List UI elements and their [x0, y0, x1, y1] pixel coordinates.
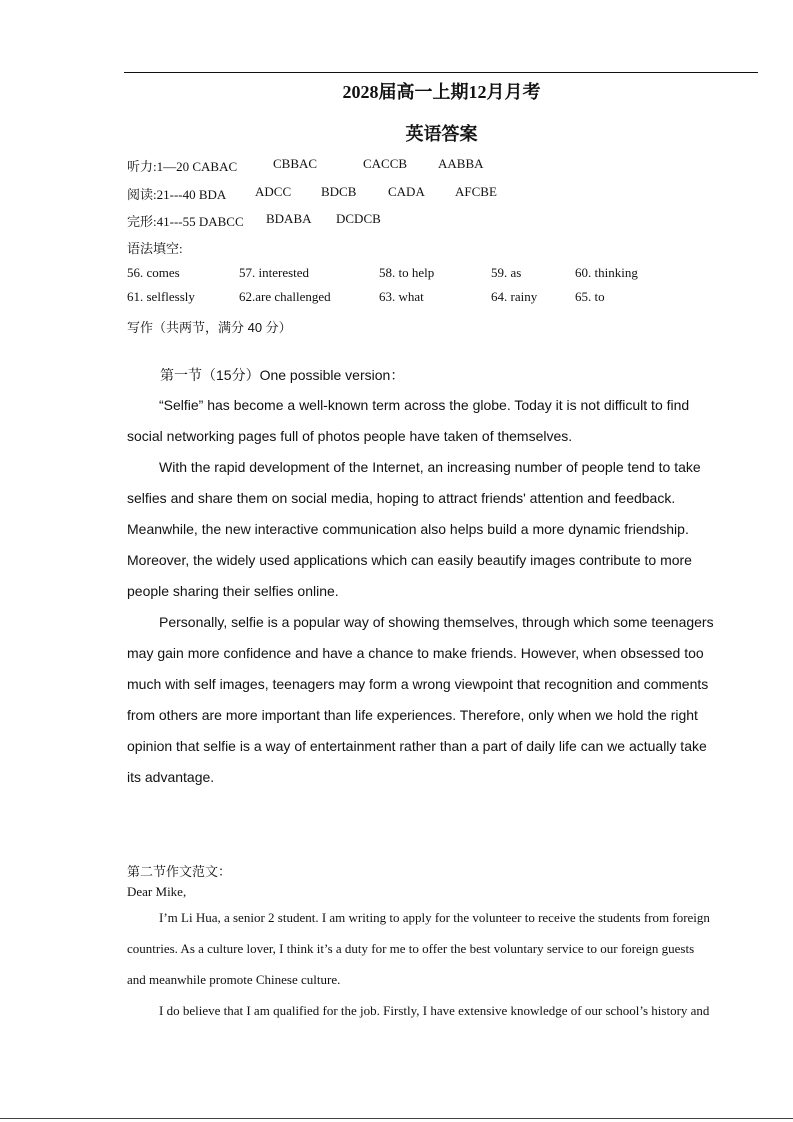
essay-line: Personally, selfie is a popular way of showing themselves, through which some teenagers	[159, 614, 714, 630]
letter-greeting: Dear Mike,	[127, 884, 187, 899]
section-2-letter	[127, 902, 759, 1026]
essay-line: selfies and share them on social media, hoping to attract friends' attention and feedback.	[127, 490, 676, 506]
reading-group-3: BDCB	[321, 184, 357, 199]
listening-group-2: CBBAC	[273, 156, 318, 171]
essay-line: from others are more important than life experiences. Therefore, only when we hold the right	[127, 707, 698, 723]
grammar-answer-57: 57. interested	[239, 265, 310, 280]
section-1-heading-cn-2: 分）	[231, 369, 260, 384]
essay-line: Meanwhile, the new interactive communication also helps build a more dynamic friendship.	[127, 521, 689, 537]
letter-line: and meanwhile promote Chinese culture.	[127, 972, 341, 987]
listening-label: 听力:1—20 CABAC	[127, 159, 238, 174]
reading-group-5: AFCBE	[455, 184, 497, 199]
section-2-heading: 第二节作文范文：	[127, 864, 232, 879]
grammar-answer-63: 63. what	[379, 289, 424, 304]
cloze-group-3: DCDCB	[336, 211, 381, 226]
page-bottom-edge	[0, 1118, 793, 1119]
grammar-answer-60: 60. thinking	[575, 265, 638, 280]
section-1-heading-en: One possible version	[259, 367, 391, 383]
reading-label: 阅读:21---40 BDA	[127, 187, 227, 202]
listening-group-4: AABBA	[438, 156, 484, 171]
section-1-heading	[160, 365, 404, 385]
essay-line: may gain more confidence and have a chance to make friends. However, when obsessed too	[127, 645, 704, 661]
essay-line: its advantage.	[127, 769, 215, 785]
essay-line: much with self images, teenagers may form a wrong viewpoint that recognition and comments	[127, 676, 709, 692]
letter-line: I’m Li Hua, a senior 2 student. I am writing to apply for the volunteer to receive the students from foreign	[159, 910, 710, 925]
section-1-heading-colon: ：	[390, 369, 405, 384]
grammar-answer-62: 62.are challenged	[239, 289, 331, 304]
essay-line: Moreover, the widely used applications which can easily beautify images contribute to more	[127, 552, 692, 568]
section-1-score: 15	[216, 367, 232, 383]
grammar-answer-64: 64. rainy	[491, 289, 538, 304]
essay-line: “Selfie” has become a well-known term across the globe. Today it is not difficult to find	[159, 397, 690, 413]
reading-group-2: ADCC	[255, 184, 292, 199]
cloze-group-2: BDABA	[266, 211, 312, 226]
top-rule	[124, 72, 758, 73]
essay-line: With the rapid development of the Internet, an increasing number of people tend to take	[159, 459, 701, 475]
writing-heading: 写作（共两节，满分 40 分）	[127, 320, 292, 335]
grammar-heading: 语法填空:	[127, 241, 183, 256]
section-1-essay	[127, 390, 757, 793]
letter-line: I do believe that I am qualified for the job. Firstly, I have extensive knowledge of our school’s history and	[159, 1003, 710, 1018]
essay-line: people sharing their selfies online.	[127, 583, 339, 599]
section-1-heading-cn: 第一节（	[160, 369, 216, 384]
reading-group-4: CADA	[388, 184, 425, 199]
grammar-answer-58: 58. to help	[379, 265, 435, 280]
letter-line: countries. As a culture lover, I think it’s a duty for me to offer the best voluntary service to our foreign guests	[127, 941, 695, 956]
page-title: 2028届高一上期12月月考	[342, 82, 541, 102]
page-subtitle: 英语答案	[405, 124, 478, 144]
essay-line: opinion that selfie is a way of entertainment rather than a part of daily life can we actually take	[127, 738, 707, 754]
grammar-answer-56: 56. comes	[127, 265, 180, 280]
grammar-answer-65: 65. to	[575, 289, 605, 304]
listening-group-3: CACCB	[363, 156, 408, 171]
cloze-label: 完形:41---55 DABCC	[127, 214, 244, 229]
essay-line: social networking pages full of photos people have taken of themselves.	[127, 428, 573, 444]
grammar-answer-59: 59. as	[491, 265, 522, 280]
grammar-answer-61: 61. selflessly	[127, 289, 195, 304]
